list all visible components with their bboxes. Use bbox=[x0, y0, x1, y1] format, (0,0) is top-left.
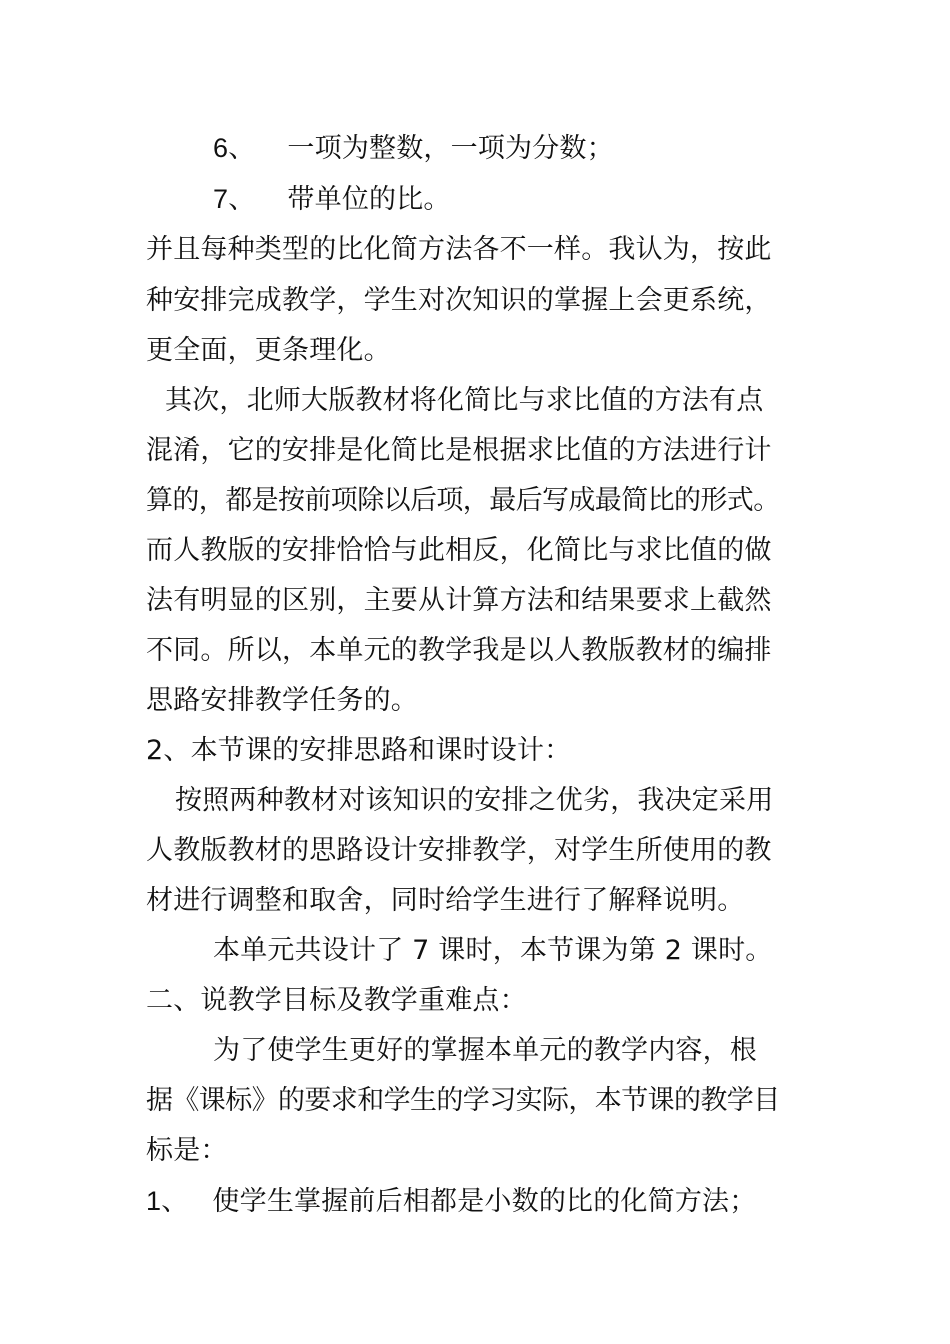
paragraph-line: 更全面，更条理化。 bbox=[146, 335, 391, 366]
goal-item-1 bbox=[146, 1183, 816, 1219]
paragraph-line: 为了使学生更好的掌握本单元的教学内容，根 bbox=[213, 1035, 757, 1066]
section-heading: 二、说教学目标及教学重难点： bbox=[146, 985, 527, 1016]
list-marker: 7、 bbox=[213, 184, 256, 214]
paragraph-line: 材进行调整和取舍，同时给学生进行了解释说明。 bbox=[146, 885, 745, 916]
paragraph-line: 据《课标》的要求和学生的学习实际，本节课的教学目 bbox=[146, 1085, 780, 1116]
paragraph-line: 不同。所以，本单元的教学我是以人教版教材的编排 bbox=[146, 635, 772, 666]
list-marker: 6、 bbox=[213, 133, 256, 163]
paragraph-line: 而人教版的安排恰恰与此相反，化简比与求比值的做 bbox=[146, 535, 772, 566]
paragraph-line: 并且每种类型的比化简方法各不一样。我认为，按此 bbox=[146, 234, 772, 265]
paragraph-line: 种安排完成教学，学生对次知识的掌握上会更系统， bbox=[146, 285, 772, 316]
paragraph-line: 算的，都是按前项除以后项，最后写成最简比的形式。 bbox=[146, 485, 780, 516]
paragraph-line: 本单元共设计了 7 课时，本节课为第 2 课时。 bbox=[213, 935, 773, 966]
paragraph-line: 思路安排教学任务的。 bbox=[146, 685, 418, 716]
paragraph-line: 混淆，它的安排是化简比是根据求比值的方法进行计 bbox=[146, 435, 772, 466]
list-marker: 1、 bbox=[146, 1186, 189, 1216]
list-item-text: 一项为整数，一项为分数； bbox=[287, 133, 614, 164]
paragraph-line: 人教版教材的思路设计安排教学，对学生所使用的教 bbox=[146, 835, 772, 866]
paragraph-line: 按照两种教材对该知识的安排之优劣，我决定采用 bbox=[175, 785, 774, 816]
paragraph-line: 标是： bbox=[146, 1135, 228, 1166]
list-item-text: 带单位的比。 bbox=[287, 184, 451, 215]
list-item-text: 使学生掌握前后相都是小数的比的化简方法； bbox=[212, 1186, 757, 1217]
list-item-7 bbox=[213, 181, 883, 217]
paragraph-line: 其次，北师大版教材将化简比与求比值的方法有点 bbox=[165, 385, 764, 416]
section-subheading: 2、本节课的安排思路和课时设计： bbox=[146, 735, 572, 766]
paragraph-line: 法有明显的区别，主要从计算方法和结果要求上截然 bbox=[146, 585, 772, 616]
list-item-6 bbox=[213, 130, 883, 166]
